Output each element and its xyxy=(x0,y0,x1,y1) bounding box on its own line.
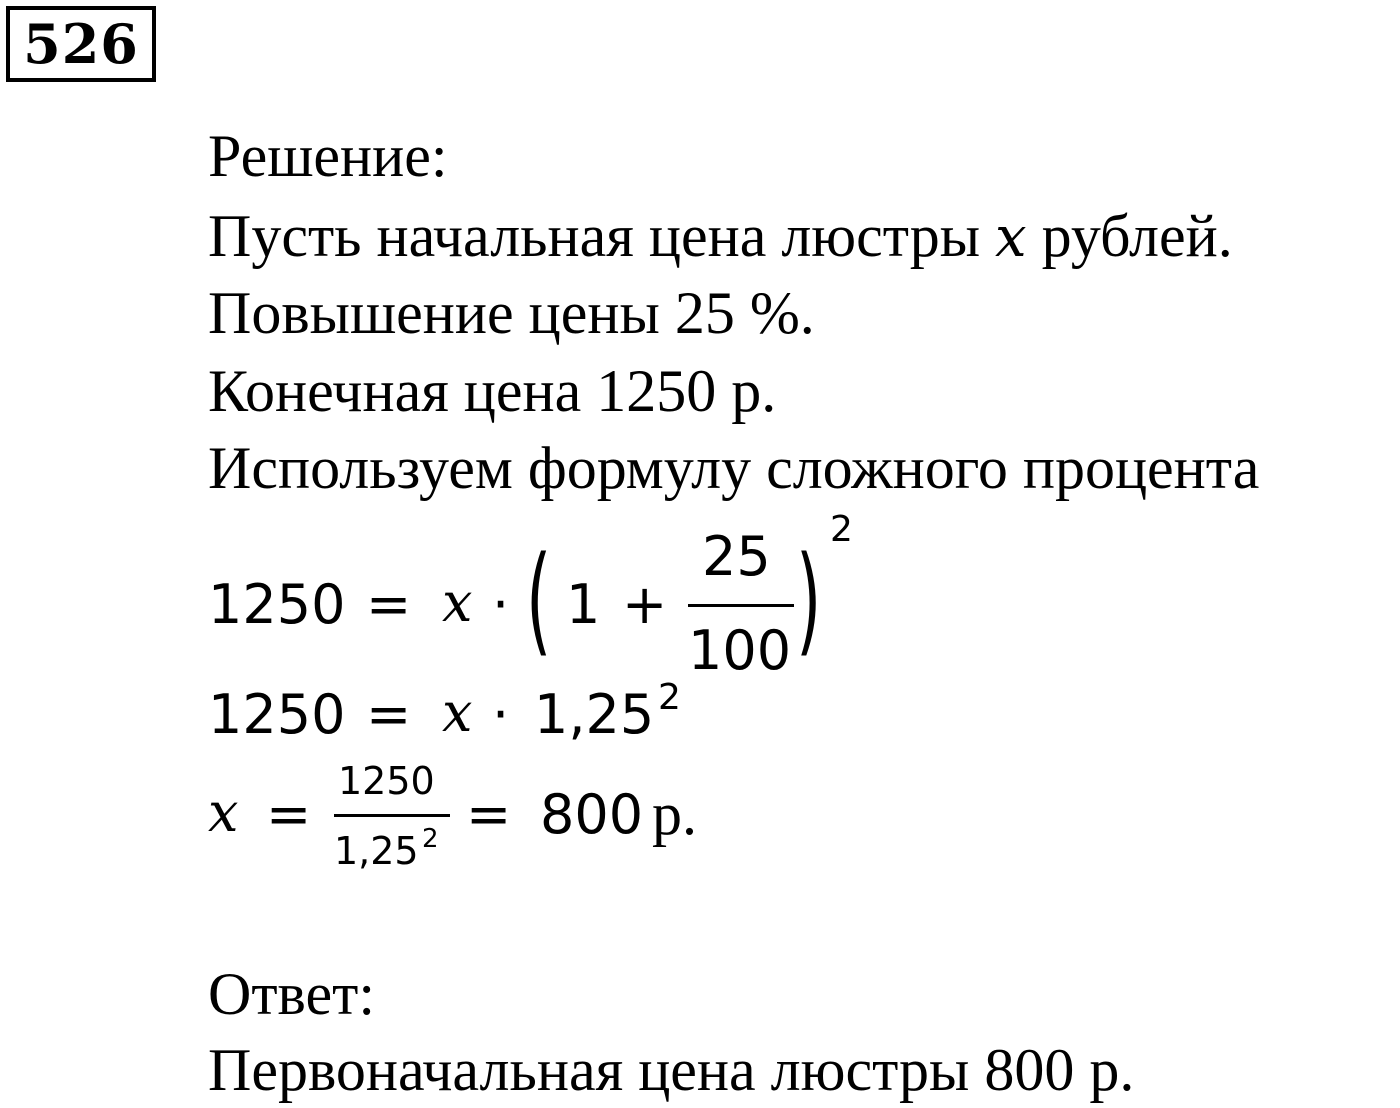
eq1-numerator: 25 xyxy=(702,525,771,588)
solution-line-1 xyxy=(208,203,1233,270)
eq3-variable: x xyxy=(208,781,239,844)
eq3-fraction-bar xyxy=(334,814,450,817)
eq2-exponent: 2 xyxy=(658,677,681,718)
eq1-open-paren: ( xyxy=(526,530,552,668)
eq3-denominator-base: 1,25 xyxy=(334,829,419,873)
solution-line-2: Повышение цены 25 %. xyxy=(208,280,815,346)
line1-text-after: рублей. xyxy=(1041,203,1233,269)
eq1-dot: · xyxy=(492,573,510,636)
eq2-base: 1,25 xyxy=(534,683,655,746)
eq1-variable: x xyxy=(442,571,473,634)
eq1-exponent: 2 xyxy=(830,509,853,550)
eq3-denominator-exponent: 2 xyxy=(422,824,439,854)
eq3-result: 800 xyxy=(540,783,644,846)
line1-variable: x xyxy=(995,205,1027,270)
eq2-variable: x xyxy=(442,681,473,744)
eq1-denominator: 100 xyxy=(688,619,792,682)
eq3-equals-2: = xyxy=(466,783,512,846)
eq1-lhs: 1250 xyxy=(208,573,346,636)
eq2-lhs: 1250 xyxy=(208,683,346,746)
solution-heading: Решение: xyxy=(208,123,448,189)
eq1-close-paren: ) xyxy=(796,530,822,668)
solution-line-4: Используем формулу сложного процента xyxy=(208,435,1260,501)
eq3-unit: р. xyxy=(652,781,697,847)
problem-number: 526 xyxy=(6,6,156,82)
eq1-equals: = xyxy=(366,573,412,636)
line1-text-before: Пусть начальная цена люстры xyxy=(208,203,981,269)
eq1-one: 1 xyxy=(566,573,601,636)
eq3-numerator: 1250 xyxy=(338,759,435,803)
eq1-plus: + xyxy=(622,573,668,636)
eq2-equals: = xyxy=(366,683,412,746)
eq3-equals: = xyxy=(266,783,312,846)
eq1-fraction-bar xyxy=(688,604,794,607)
answer-text: Первоначальная цена люстры 800 р. xyxy=(208,1037,1135,1103)
eq2-dot: · xyxy=(492,683,510,746)
solution-line-3: Конечная цена 1250 р. xyxy=(208,358,777,424)
answer-heading: Ответ: xyxy=(208,961,376,1027)
